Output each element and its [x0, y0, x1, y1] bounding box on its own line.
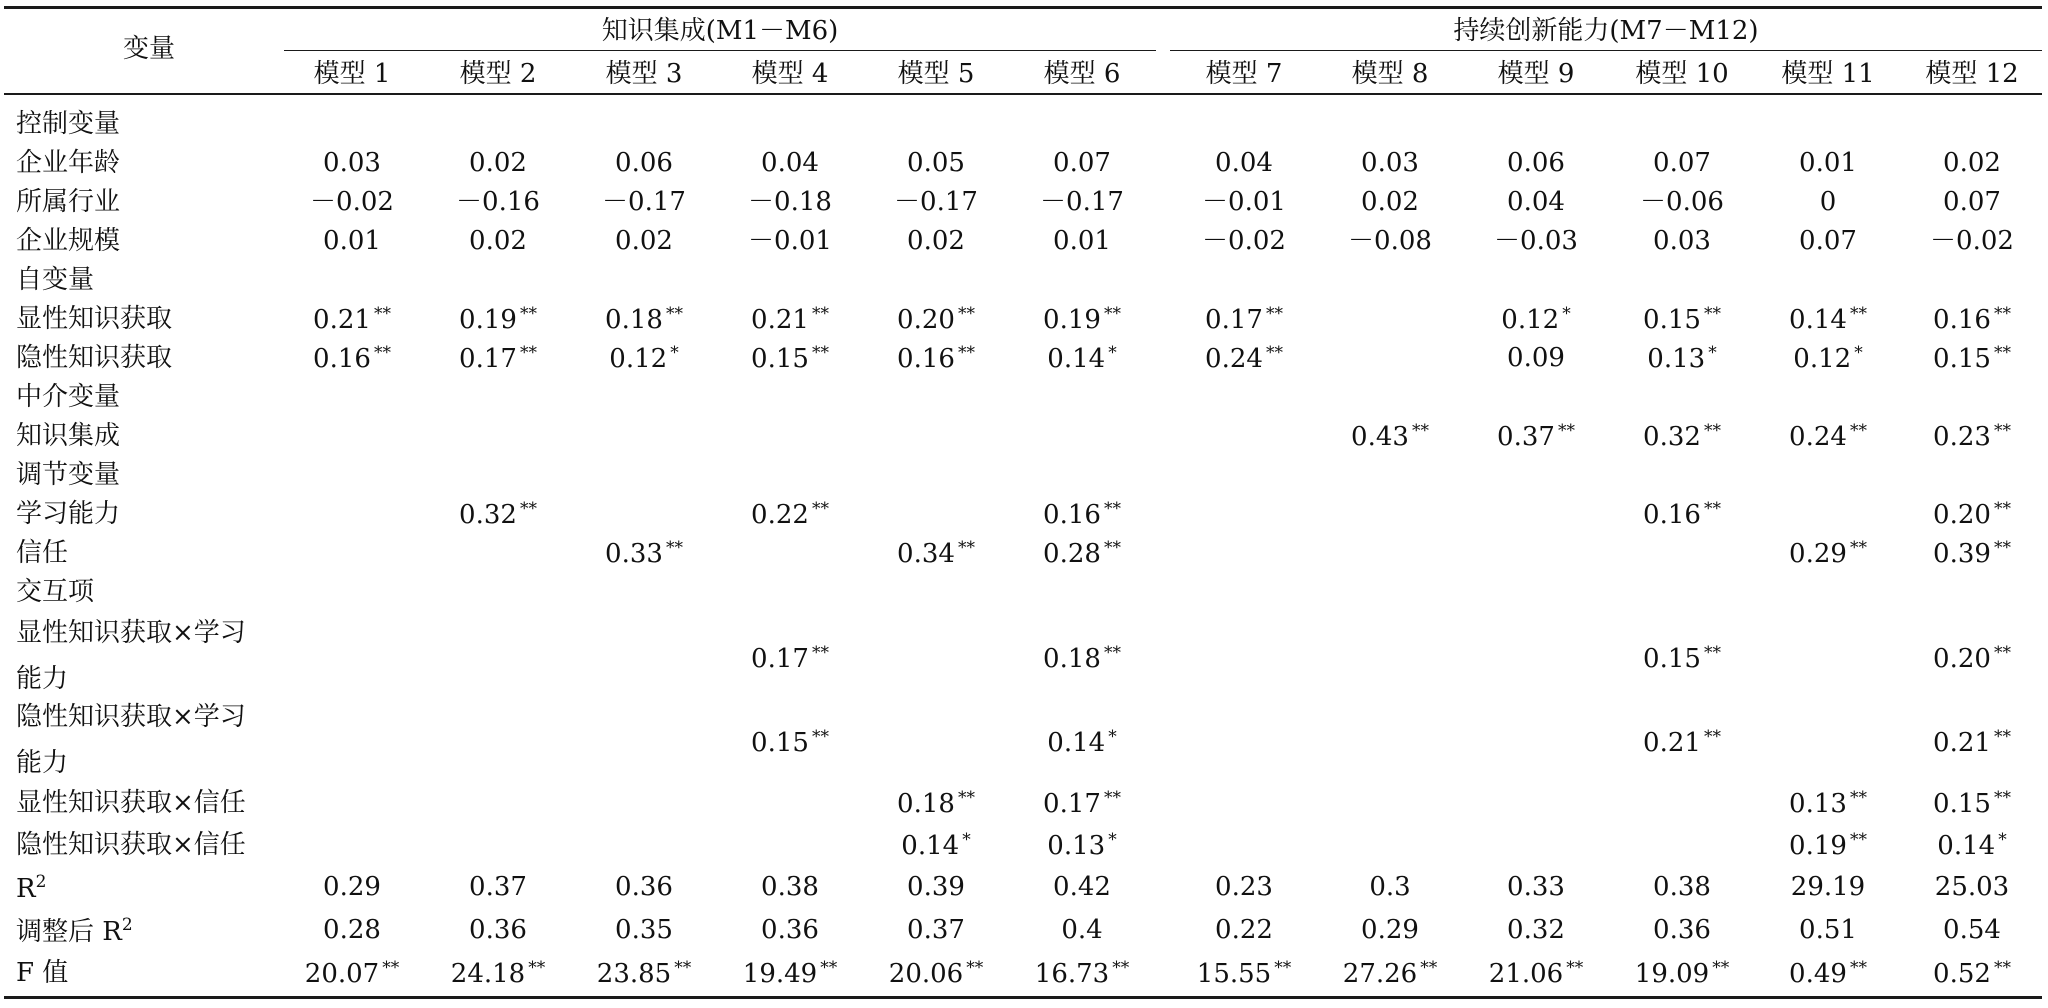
- value-cell: 25.03: [1934, 872, 2010, 902]
- value-cell: 0.16 **: [1043, 499, 1121, 530]
- group1-header: 知识集成(M1－M6): [601, 16, 839, 46]
- value-cell: 0.01: [323, 226, 381, 256]
- value-cell: 0.06: [615, 148, 673, 178]
- value-cell: 0.18 **: [1043, 643, 1121, 674]
- value-cell: 0.16 **: [1933, 304, 2011, 335]
- value-cell: 0.03: [323, 148, 381, 178]
- row-label: 隐性知识获取: [16, 343, 173, 373]
- value-cell: 20.07 **: [304, 958, 400, 989]
- value-cell: 0.20 **: [1933, 643, 2011, 674]
- value-cell: 0.32: [1507, 915, 1565, 945]
- value-cell: 29.19: [1790, 872, 1866, 902]
- value-cell: 0.20 **: [1933, 499, 2011, 530]
- superscript: 2: [35, 872, 47, 892]
- value-cell: 0.13 *: [1647, 343, 1717, 374]
- value-cell: 0.19 **: [1789, 830, 1867, 861]
- model-header-12: 模型 12: [1925, 59, 2019, 89]
- value-cell: 0.35: [615, 915, 673, 945]
- value-cell: 0.36: [761, 915, 819, 945]
- row-label: $R^2$: [16, 872, 47, 904]
- section-label: 交互项: [16, 577, 95, 607]
- value-cell: －0.02: [310, 187, 394, 217]
- value-cell: －0.01: [1202, 187, 1286, 217]
- value-cell: 0.36: [1653, 915, 1711, 945]
- value-cell: 15.55 **: [1196, 958, 1292, 989]
- value-cell: 0.54: [1943, 915, 2001, 945]
- superscript: 2: [121, 915, 133, 935]
- top-rule: [4, 6, 2042, 9]
- value-cell: －0.16: [456, 187, 540, 217]
- value-cell: 0.17 **: [459, 343, 537, 374]
- value-cell: 0.24 **: [1789, 421, 1867, 452]
- group2-header: 持续创新能力(M7－M12): [1453, 16, 1759, 46]
- value-cell: 0.07: [1943, 187, 2001, 217]
- value-cell: 0.42: [1053, 872, 1111, 902]
- value-cell: 0.36: [615, 872, 673, 902]
- row-label: 学习能力: [16, 499, 121, 529]
- value-cell: 0.34 **: [897, 538, 975, 569]
- row-label-continued: 能力: [16, 748, 69, 778]
- value-cell: 0.32 **: [459, 499, 537, 530]
- value-cell: 0.14 **: [1789, 304, 1867, 335]
- value-cell: 0.39: [907, 872, 965, 902]
- value-cell: 0.07: [1653, 148, 1711, 178]
- value-cell: 0.02: [469, 226, 527, 256]
- value-cell: 0.03: [1653, 226, 1711, 256]
- value-cell: 0.20 **: [897, 304, 975, 335]
- value-cell: 0.03: [1361, 148, 1419, 178]
- row-label-continued: 能力: [16, 664, 69, 694]
- value-cell: 24.18 **: [450, 958, 546, 989]
- value-cell: 0.18 **: [605, 304, 683, 335]
- row-label: 知识集成: [16, 421, 121, 451]
- value-cell: 20.06 **: [888, 958, 984, 989]
- value-cell: 0.33: [1507, 872, 1565, 902]
- value-cell: 0.01: [1799, 148, 1857, 178]
- model-header-6: 模型 6: [1043, 59, 1121, 89]
- value-cell: 0.28: [323, 915, 381, 945]
- value-cell: 0.24 **: [1205, 343, 1283, 374]
- value-cell: 0.49 **: [1789, 958, 1867, 989]
- value-cell: 0.12 *: [1793, 343, 1863, 374]
- value-cell: 0.22: [1215, 915, 1273, 945]
- model-header-8: 模型 8: [1351, 59, 1429, 89]
- value-cell: 0.38: [761, 872, 819, 902]
- row-label: 企业年龄: [16, 148, 121, 178]
- value-cell: 0.39 **: [1933, 538, 2011, 569]
- model-header-2: 模型 2: [459, 59, 537, 89]
- value-cell: 0.21 **: [313, 304, 391, 335]
- value-cell: 0.15 **: [751, 343, 829, 374]
- model-header-5: 模型 5: [897, 59, 975, 89]
- value-cell: 0.43 **: [1351, 421, 1429, 452]
- value-cell: 0.02: [469, 148, 527, 178]
- value-cell: 0.52 **: [1933, 958, 2011, 989]
- value-cell: 0.15 **: [1643, 643, 1721, 674]
- value-cell: 0.02: [615, 226, 673, 256]
- value-cell: －0.18: [748, 187, 832, 217]
- model-header-10: 模型 10: [1635, 59, 1729, 89]
- value-cell: 19.49 **: [742, 958, 838, 989]
- value-cell: 0.04: [761, 148, 819, 178]
- model-header-4: 模型 4: [751, 59, 829, 89]
- value-cell: 0.21 **: [1643, 727, 1721, 758]
- value-cell: 0.16 **: [1643, 499, 1721, 530]
- value-cell: 0.05: [907, 148, 965, 178]
- value-cell: 0.04: [1507, 187, 1565, 217]
- value-cell: 16.73 **: [1034, 958, 1130, 989]
- value-cell: 0.04: [1215, 148, 1273, 178]
- regression-table: [4, 6, 2042, 1000]
- row-label: 显性知识获取×学习: [16, 618, 246, 648]
- value-cell: 0.17 **: [1043, 788, 1121, 819]
- row-label: 所属行业: [16, 187, 121, 217]
- value-cell: －0.06: [1640, 187, 1724, 217]
- value-cell: 0.19 **: [459, 304, 537, 335]
- model-header-1: 模型 1: [313, 59, 391, 89]
- value-cell: 0.15 **: [1933, 788, 2011, 819]
- row-label: 信任: [16, 538, 69, 568]
- value-cell: 0.02: [1943, 148, 2001, 178]
- row-label: 调整后 $R^2$: [16, 915, 133, 947]
- value-cell: 0.14 *: [1047, 343, 1117, 374]
- value-cell: 0.18 **: [897, 788, 975, 819]
- bottom-rule: [4, 996, 2042, 999]
- value-cell: －0.02: [1202, 226, 1286, 256]
- value-cell: 0.07: [1053, 148, 1111, 178]
- value-cell: 0.23 **: [1933, 421, 2011, 452]
- model-header-7: 模型 7: [1205, 59, 1283, 89]
- group2-underline: [1170, 50, 2042, 51]
- value-cell: 0.15 **: [1643, 304, 1721, 335]
- value-cell: 0.14 *: [901, 830, 971, 861]
- value-cell: 0.4: [1061, 915, 1103, 945]
- row-label: 显性知识获取×信任: [16, 788, 246, 818]
- group1-underline: [284, 50, 1156, 51]
- value-cell: 0.37 **: [1497, 421, 1575, 452]
- value-cell: 0.32 **: [1643, 421, 1721, 452]
- value-cell: 0.14 *: [1047, 727, 1117, 758]
- section-label: 调节变量: [16, 460, 121, 490]
- section-label: 控制变量: [16, 109, 121, 139]
- value-cell: 0.51: [1799, 915, 1857, 945]
- value-cell: 0.21 **: [751, 304, 829, 335]
- value-cell: －0.02: [1930, 226, 2014, 256]
- model-header-11: 模型 11: [1781, 59, 1875, 89]
- value-cell: －0.08: [1348, 226, 1432, 256]
- value-cell: －0.17: [894, 187, 978, 217]
- value-cell: 0.21 **: [1933, 727, 2011, 758]
- value-cell: 0.37: [907, 915, 965, 945]
- value-cell: 0.16 **: [313, 343, 391, 374]
- value-cell: 0.01: [1053, 226, 1111, 256]
- value-cell: 0.22 **: [751, 499, 829, 530]
- value-cell: 0.28 **: [1043, 538, 1121, 569]
- value-cell: 0.12 *: [1501, 304, 1571, 335]
- value-cell: 0.15 **: [751, 727, 829, 758]
- value-cell: 0.15 **: [1933, 343, 2011, 374]
- row-label: 隐性知识获取×学习: [16, 702, 246, 732]
- value-cell: 0.29: [323, 872, 381, 902]
- value-cell: 0.13 *: [1047, 830, 1117, 861]
- value-cell: 0.37: [469, 872, 527, 902]
- value-cell: 0.19 **: [1043, 304, 1121, 335]
- value-cell: 0.38: [1653, 872, 1711, 902]
- value-cell: 0.33 **: [605, 538, 683, 569]
- value-cell: －0.17: [1040, 187, 1124, 217]
- value-cell: 0.12 *: [609, 343, 679, 374]
- row-label: 隐性知识获取×信任: [16, 830, 246, 860]
- value-cell: 27.26 **: [1342, 958, 1438, 989]
- value-cell: 0.16 **: [897, 343, 975, 374]
- value-cell: 0.02: [907, 226, 965, 256]
- value-cell: 0.14 *: [1937, 830, 2007, 861]
- value-cell: －0.17: [602, 187, 686, 217]
- header-rule: [4, 93, 2042, 95]
- value-cell: 0.07: [1799, 226, 1857, 256]
- model-header-3: 模型 3: [605, 59, 683, 89]
- section-label: 自变量: [16, 265, 95, 295]
- value-cell: －0.03: [1494, 226, 1578, 256]
- value-cell: 0.13 **: [1789, 788, 1867, 819]
- value-cell: 0.09: [1507, 343, 1565, 373]
- value-cell: 0.17 **: [1205, 304, 1283, 335]
- value-cell: 0.29: [1361, 915, 1419, 945]
- model-header-9: 模型 9: [1497, 59, 1575, 89]
- value-cell: －0.01: [748, 226, 832, 256]
- value-cell: 21.06 **: [1488, 958, 1584, 989]
- value-cell: 0.06: [1507, 148, 1565, 178]
- value-cell: 0.23: [1215, 872, 1273, 902]
- value-cell: 0.17 **: [751, 643, 829, 674]
- value-cell: 0.3: [1369, 872, 1411, 902]
- row-label: 企业规模: [16, 226, 121, 256]
- value-cell: 0.36: [469, 915, 527, 945]
- value-cell: 0.02: [1361, 187, 1419, 217]
- row-label: F 值: [16, 958, 69, 988]
- row-label: 显性知识获取: [16, 304, 173, 334]
- value-cell: 0.29 **: [1789, 538, 1867, 569]
- variable-header: 变量: [122, 34, 175, 64]
- value-cell: 19.09 **: [1634, 958, 1730, 989]
- value-cell: 23.85 **: [596, 958, 692, 989]
- value-cell: 0: [1819, 187, 1837, 217]
- section-label: 中介变量: [16, 382, 121, 412]
